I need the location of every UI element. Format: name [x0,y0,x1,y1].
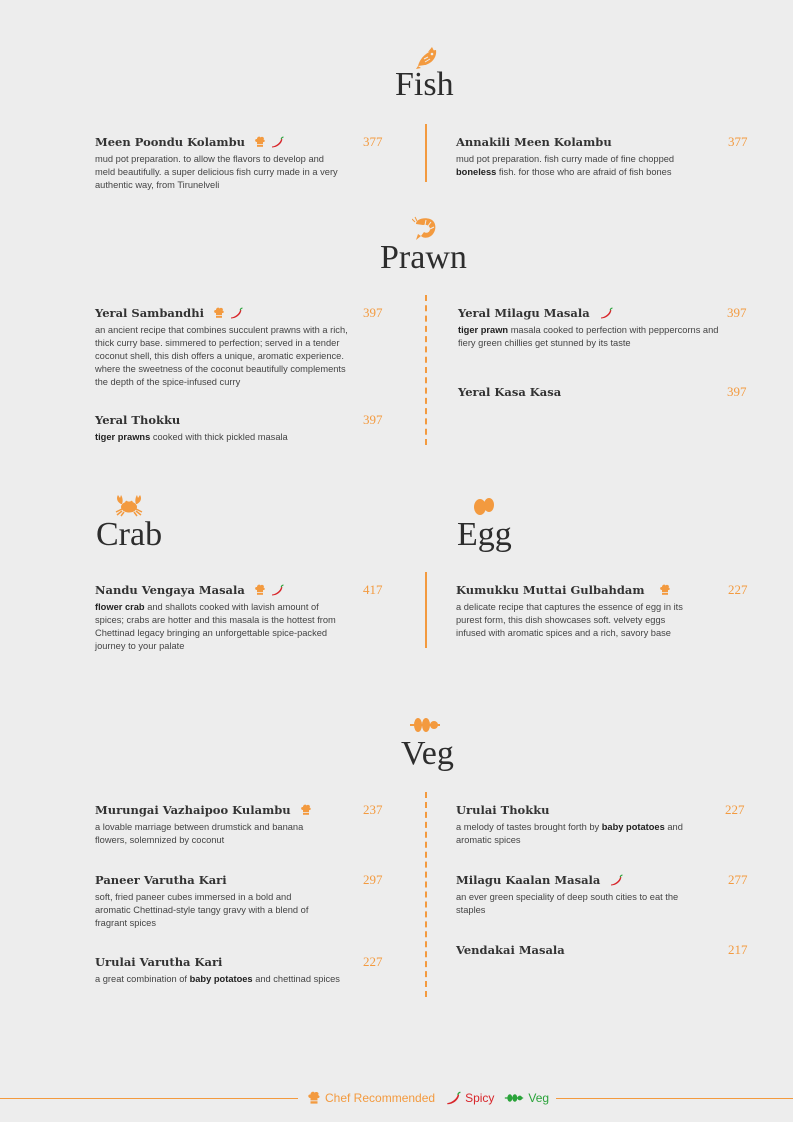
item-price: 237 [363,802,383,817]
menu-item [95,872,385,930]
item-description: soft, fried paneer cubes immersed in a bold and aromatic Chettinad-style tangy gravy with a blend of fragrant spices [95,892,309,928]
item-description: mud pot preparation. fish curry made of fine chopped boneless fish. for those who are afraid of fish bones [456,154,675,177]
item-name: Urulai Varutha Kari [95,955,223,969]
legend-chef-label: Chef Recommended [325,1091,436,1105]
item-price: 277 [728,872,748,887]
veg-icon [504,1092,524,1104]
veg-skewer-icon [409,714,441,736]
chef-hat-icon [659,584,671,596]
chili-icon [599,307,613,319]
item-name: Annakili Meen Kolambu [456,135,612,149]
legend-veg-label: Veg [528,1091,550,1105]
item-price: 397 [363,412,383,427]
section-title-prawn: Prawn [380,239,467,276]
item-price: 417 [363,582,383,597]
item-description: a lovable marriage between drumstick and banana flowers, solemnized by coconut [95,822,304,845]
item-price: 227 [725,802,745,817]
item-name: Yeral Kasa Kasa [458,385,562,399]
item-name: Yeral Sambandhi [95,306,204,320]
menu-item [95,954,385,986]
egg-icon [472,496,496,516]
chili-icon [609,874,623,886]
item-description: a delicate recipe that captures the essence of egg in its purest form, this dish showcases soft. velvety eggs infused with aromatic spices and a rich, savory base [456,602,683,638]
column-divider [425,792,427,997]
section-title-egg: Egg [457,516,512,553]
menu-item [458,305,748,350]
item-description: flower crab and shallots cooked with lavish amount of spices; crabs are hotter and this masala is the hottest from Chettinad legacy bringing an unforgettable spice-packed journey to your palate [95,602,336,651]
item-description: an ancient recipe that combines succulent prawns with a rich, thick curry base. simmered to perfection; served in a tender coconut shell, this dish offers a unique, aromatic experience. where the sweetness of the coconut beautifully complements the depth of the spice-infused curry [95,325,348,387]
menu-item [95,134,385,192]
menu-item [456,134,750,179]
chef-hat-icon [254,136,266,148]
crab-icon [114,493,144,517]
legend-rule-left [0,1098,298,1099]
item-description: mud pot preparation. to allow the flavors to develop and meld beautifully. a super delicious fish curry made in a very authentic way, from Tirunelveli [95,154,338,190]
item-description: an ever green speciality of deep south cities to eat the staples [456,892,679,915]
column-divider [425,295,427,445]
item-name: Yeral Milagu Masala [458,306,590,320]
legend [307,1091,549,1105]
item-description: tiger prawn masala cooked to perfection with peppercorns and fiery green chillies get stunned by its taste [458,325,719,348]
item-price: 377 [363,134,383,149]
item-price: 397 [727,305,747,320]
section-title-crab: Crab [96,516,163,553]
item-name: Murungai Vazhaipoo Kulambu [95,803,291,817]
item-name: Meen Poondu Kolambu [95,135,245,149]
chef-hat-icon [254,584,266,596]
chili-icon [229,307,243,319]
menu-item [456,942,750,958]
item-name: Nandu Vengaya Masala [95,583,245,597]
item-description: a melody of tastes brought forth by baby potatoes and aromatic spices [456,822,683,845]
item-name: Urulai Thokku [456,803,550,817]
item-price: 397 [363,305,383,320]
item-name: Paneer Varutha Kari [95,873,227,887]
menu-item [456,802,750,847]
item-name: Kumukku Muttai Gulbahdam [456,583,645,597]
item-description: a great combination of baby potatoes and chettinad spices [95,974,340,984]
chef-hat-icon [213,307,225,319]
menu-item [456,872,750,917]
item-price: 227 [728,582,748,597]
column-divider [425,572,427,648]
chili-icon [270,584,284,596]
chili-icon [270,136,284,148]
item-name: Yeral Thokku [95,413,181,427]
item-price: 227 [363,954,383,969]
item-price: 297 [363,872,383,887]
legend-rule-right [556,1098,793,1099]
chef-hat-icon [307,1091,321,1105]
menu-item [95,802,385,847]
menu-item [458,384,748,400]
legend-spicy-label: Spicy [465,1091,495,1105]
item-name: Milagu Kaalan Masala [456,873,601,887]
menu-item [95,412,385,444]
item-price: 397 [727,384,747,399]
item-name: Vendakai Masala [456,943,565,957]
item-price: 217 [728,942,748,957]
chili-icon [445,1091,461,1105]
section-title-veg: Veg [401,735,454,772]
menu-item [456,582,750,640]
item-description: tiger prawns cooked with thick pickled masala [95,432,288,442]
menu-item [95,582,385,653]
column-divider [425,124,427,182]
section-title-fish: Fish [395,66,454,103]
chef-hat-icon [300,804,312,816]
item-price: 377 [728,134,748,149]
menu-item [95,305,385,389]
